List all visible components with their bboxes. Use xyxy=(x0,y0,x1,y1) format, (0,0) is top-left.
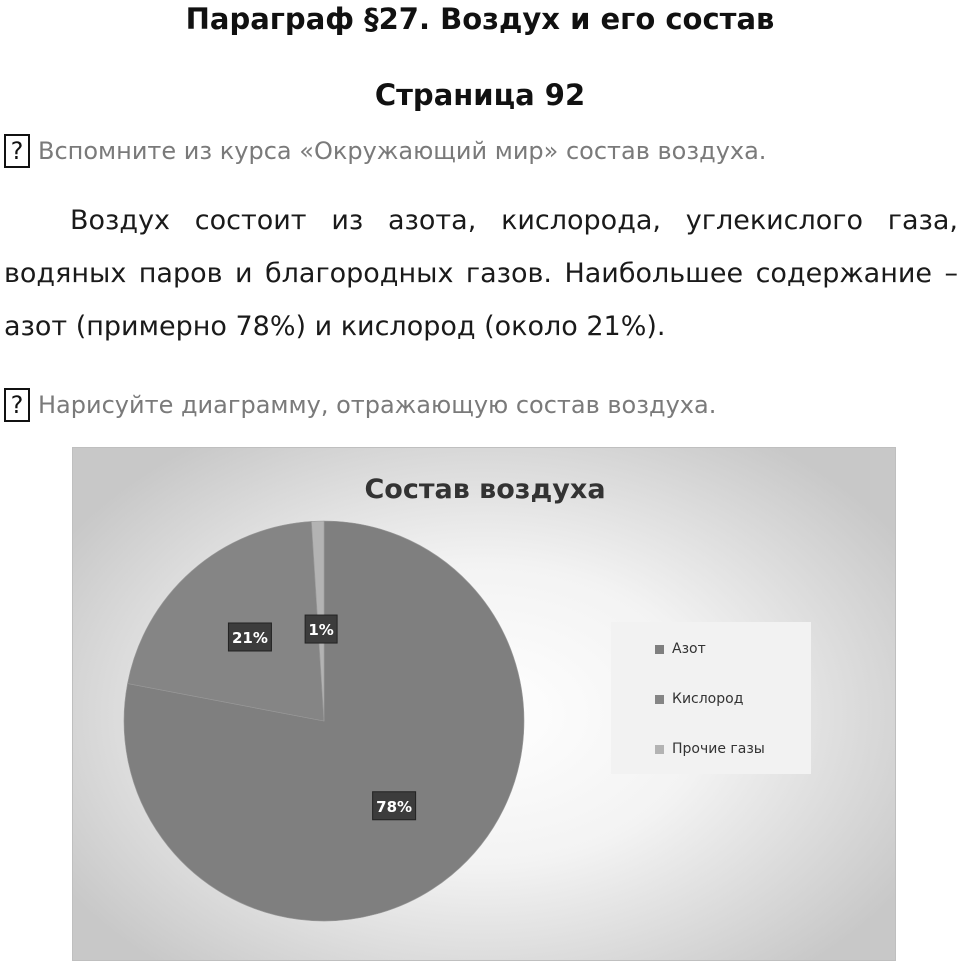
legend-label: Прочие газы xyxy=(672,741,765,757)
legend-label: Кислород xyxy=(672,691,744,707)
question-1-text: Вспомните из курса «Окружающий мир» состав воздуха. xyxy=(38,137,767,165)
data-label-other-gases xyxy=(305,615,337,643)
data-label-text: 78% xyxy=(376,797,413,816)
question-mark-icon: ? xyxy=(4,388,30,422)
page-subtitle: Страница 92 xyxy=(374,78,586,112)
data-label-text: 21% xyxy=(231,628,268,647)
question-2 xyxy=(4,388,716,422)
question-1 xyxy=(4,134,766,168)
question-mark-icon: ? xyxy=(4,134,30,168)
legend-swatch xyxy=(655,745,664,754)
data-label-text: 1% xyxy=(308,621,334,640)
legend-swatch xyxy=(655,645,664,654)
legend-item-nitrogen xyxy=(655,641,706,657)
chart-title: Состав воздуха xyxy=(364,474,606,505)
page-title: Параграф §27. Воздух и его состав xyxy=(185,2,775,36)
legend-item-other-gases xyxy=(655,741,765,757)
pie-chart xyxy=(72,447,896,961)
legend-item-oxygen xyxy=(655,691,743,707)
data-label-nitrogen xyxy=(373,792,416,820)
legend-label: Азот xyxy=(672,641,706,657)
data-label-oxygen xyxy=(228,623,271,651)
chart-legend xyxy=(611,622,811,774)
answer-text: Воздух состоит из азота, кислорода, углекислого газа, водяных паров и благородных газов. Наибольшее содержание – азот (примерно 78%) и кислород (около 21%). xyxy=(4,205,958,342)
question-2-text: Нарисуйте диаграмму, отражающую состав воздуха. xyxy=(38,391,717,419)
legend-swatch xyxy=(655,695,664,704)
